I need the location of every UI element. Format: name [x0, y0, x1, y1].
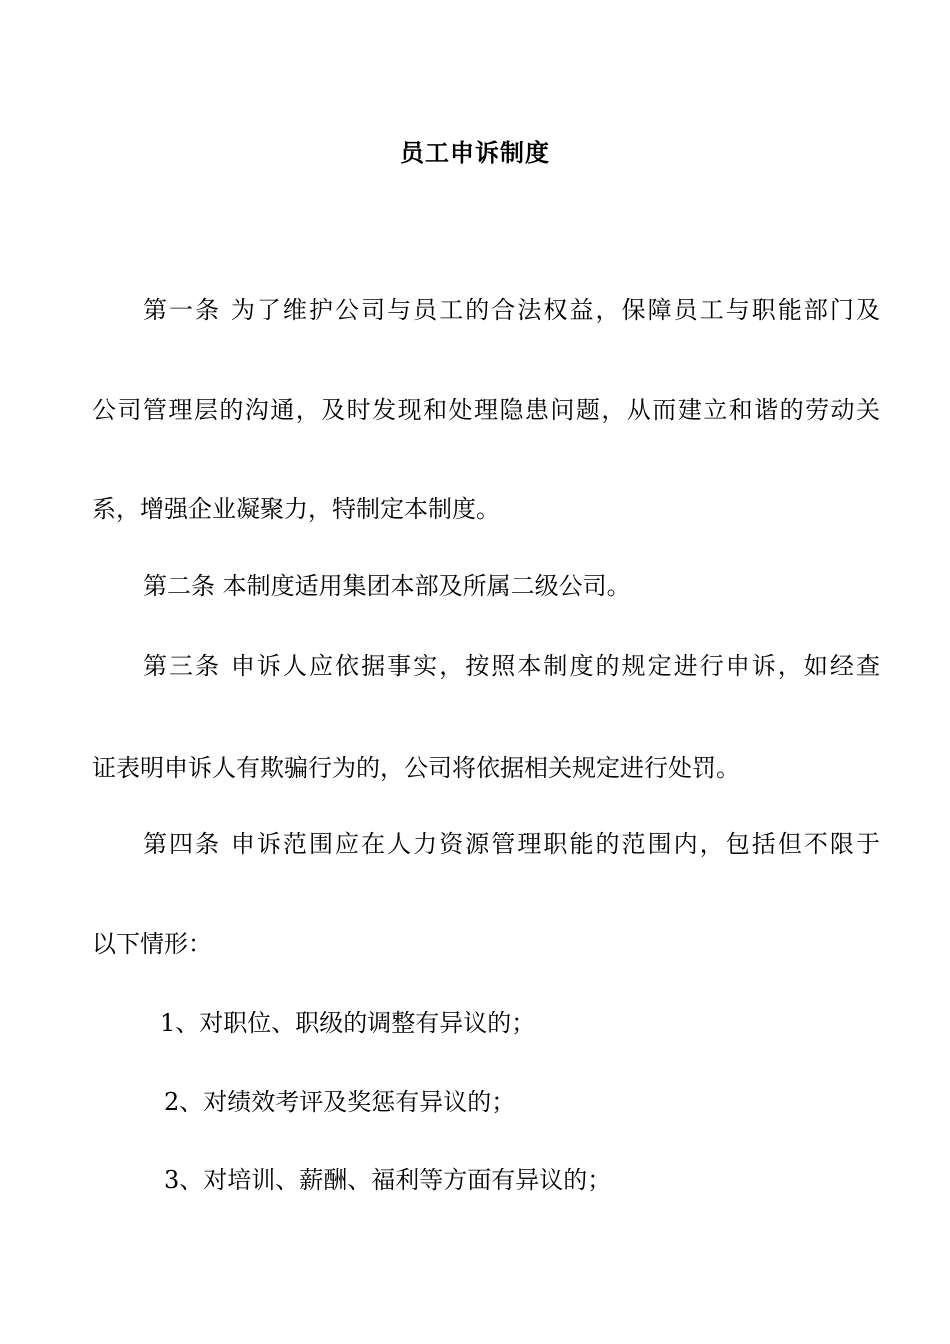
article-1-line-2: 公司管理层的沟通，及时发现和处理隐患问题，从而建立和谐的劳动关: [92, 396, 880, 424]
list-item-2: 2、对绩效考评及奖惩有异议的；: [164, 1088, 516, 1116]
list-item-3: 3、对培训、薪酬、福利等方面有异议的；: [164, 1166, 612, 1194]
article-3-line-1: 第三条 申诉人应依据事实，按照本制度的规定进行申诉，如经查: [143, 652, 880, 680]
document-title: 员工申诉制度: [400, 139, 550, 167]
article-4-line-1: 第四条 申诉范围应在人力资源管理职能的范围内，包括但不限于: [143, 830, 880, 858]
article-2-line-1: 第二条 本制度适用集团本部及所属二级公司。: [143, 572, 631, 600]
article-1-line-3: 系，增强企业凝聚力，特制定本制度。: [92, 495, 500, 523]
list-item-1: 1、对职位、职级的调整有异议的；: [160, 1009, 536, 1037]
article-4-line-2: 以下情形：: [92, 930, 212, 958]
article-3-line-2: 证表明申诉人有欺骗行为的，公司将依据相关规定进行处罚。: [92, 754, 740, 782]
article-1-line-1: 第一条 为了维护公司与员工的合法权益，保障员工与职能部门及: [143, 296, 880, 324]
